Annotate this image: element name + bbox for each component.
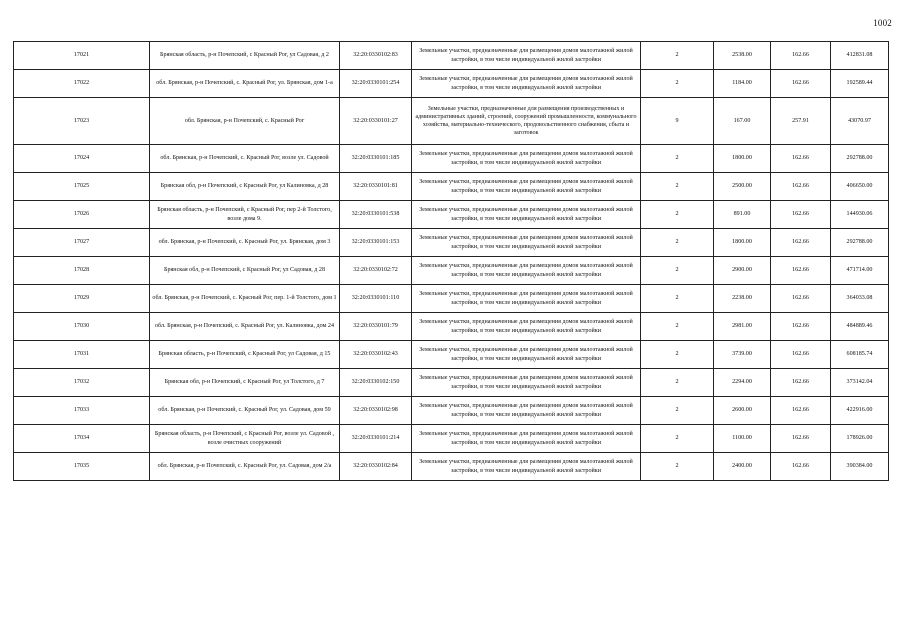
area-cell: 167.00 bbox=[714, 98, 771, 145]
group-cell: 2 bbox=[641, 173, 714, 201]
cadastral-value-cell: 364033.08 bbox=[831, 285, 889, 313]
row-number: 17035 bbox=[14, 453, 150, 481]
cadastral-value-cell: 178926.00 bbox=[831, 425, 889, 453]
address-cell: обл. Брянская, р-н Почепский, с. Красный Рог, ул. Брянская, дом 3 bbox=[150, 229, 340, 257]
group-cell: 2 bbox=[641, 425, 714, 453]
land-use-cell: Земельные участки, предназначенные для размещения домов малоэтажной жилой застройки, в том числе индивидуальной жилой застройки bbox=[412, 173, 641, 201]
row-number: 17032 bbox=[14, 369, 150, 397]
address-cell: обл. Брянская, р-н Почепский, с. Красный Рог, возле ул. Садовой bbox=[150, 145, 340, 173]
cadastral-value-cell: 406650.00 bbox=[831, 173, 889, 201]
address-cell: Брянская область, р-н Почепский, с Красный Рог, ул Садовая, д 2 bbox=[150, 42, 340, 70]
table-row bbox=[14, 453, 889, 481]
land-use-cell: Земельные участки, предназначенные для размещения домов малоэтажной жилой застройки, в том числе индивидуальной жилой застройки bbox=[412, 257, 641, 285]
address-cell: Брянская область, р-н Почепский, с Красный Рог, пер 2-й Толстого, возле дома 9. bbox=[150, 201, 340, 229]
cadastral-number-cell: 32:20:0330101:538 bbox=[340, 201, 412, 229]
specific-value-cell: 162.66 bbox=[771, 173, 831, 201]
group-cell: 2 bbox=[641, 341, 714, 369]
area-cell: 3739.00 bbox=[714, 341, 771, 369]
land-use-cell: Земельные участки, предназначенные для размещения домов малоэтажной жилой застройки, в том числе индивидуальной жилой застройки bbox=[412, 425, 641, 453]
specific-value-cell: 162.66 bbox=[771, 369, 831, 397]
table-row bbox=[14, 257, 889, 285]
land-use-cell: Земельные участки, предназначенные для размещения домов малоэтажной жилой застройки, в том числе индивидуальной жилой застройки bbox=[412, 285, 641, 313]
area-cell: 891.00 bbox=[714, 201, 771, 229]
row-number: 17029 bbox=[14, 285, 150, 313]
table-row bbox=[14, 229, 889, 257]
area-cell: 1800.00 bbox=[714, 145, 771, 173]
specific-value-cell: 162.66 bbox=[771, 453, 831, 481]
area-cell: 2981.00 bbox=[714, 313, 771, 341]
address-cell: Брянская обл, р-н Почепский, с Красный Рог, ул Садовая, д 28 bbox=[150, 257, 340, 285]
row-number: 17022 bbox=[14, 70, 150, 98]
address-cell: Брянская обл, р-н Почепский, с Красный Рог, ул Толстого, д 7 bbox=[150, 369, 340, 397]
table-row bbox=[14, 70, 889, 98]
specific-value-cell: 162.66 bbox=[771, 229, 831, 257]
cadastral-number-cell: 32:20:0330101:153 bbox=[340, 229, 412, 257]
area-cell: 2600.00 bbox=[714, 397, 771, 425]
group-cell: 2 bbox=[641, 201, 714, 229]
cadastral-number-cell: 32:20:0330102:98 bbox=[340, 397, 412, 425]
cadastral-value-cell: 422916.00 bbox=[831, 397, 889, 425]
cadastral-number-cell: 32:20:0330101:110 bbox=[340, 285, 412, 313]
address-cell: обл. Брянская, р-н Почепский, с. Красный Рог, ул. Калиновка, дом 24 bbox=[150, 313, 340, 341]
cadastral-value-cell: 373142.04 bbox=[831, 369, 889, 397]
specific-value-cell: 162.66 bbox=[771, 341, 831, 369]
address-cell: обл. Брянская, р-н Почепский, с. Красный Рог bbox=[150, 98, 340, 145]
area-cell: 1184.00 bbox=[714, 70, 771, 98]
table-row bbox=[14, 201, 889, 229]
land-use-cell: Земельные участки, предназначенные для размещения домов малоэтажной жилой застройки, в том числе индивидуальной жилой застройки bbox=[412, 145, 641, 173]
specific-value-cell: 162.66 bbox=[771, 257, 831, 285]
group-cell: 2 bbox=[641, 257, 714, 285]
specific-value-cell: 162.66 bbox=[771, 42, 831, 70]
table-row bbox=[14, 173, 889, 201]
row-number: 17025 bbox=[14, 173, 150, 201]
specific-value-cell: 162.66 bbox=[771, 425, 831, 453]
address-cell: обл. Брянская, р-н Почепский, с. Красный Рог, ул. Садовая, дом 59 bbox=[150, 397, 340, 425]
table-row bbox=[14, 341, 889, 369]
row-number: 17031 bbox=[14, 341, 150, 369]
specific-value-cell: 257.91 bbox=[771, 98, 831, 145]
cadastral-value-cell: 292788.00 bbox=[831, 145, 889, 173]
table-row bbox=[14, 98, 889, 145]
land-use-cell: Земельные участки, предназначенные для размещения домов малоэтажной жилой застройки, в том числе индивидуальной жилой застройки bbox=[412, 341, 641, 369]
cadastral-value-cell: 292788.00 bbox=[831, 229, 889, 257]
cadastral-value-cell: 412831.08 bbox=[831, 42, 889, 70]
specific-value-cell: 162.66 bbox=[771, 145, 831, 173]
specific-value-cell: 162.66 bbox=[771, 70, 831, 98]
group-cell: 2 bbox=[641, 229, 714, 257]
group-cell: 9 bbox=[641, 98, 714, 145]
table-row bbox=[14, 313, 889, 341]
group-cell: 2 bbox=[641, 145, 714, 173]
cadastral-value-cell: 484889.46 bbox=[831, 313, 889, 341]
specific-value-cell: 162.66 bbox=[771, 313, 831, 341]
address-cell: обл. Брянская, р-н Почепский, с. Красный Рог, пер. 1-й Толстого, дом 1 bbox=[150, 285, 340, 313]
cadastral-value-cell: 608185.74 bbox=[831, 341, 889, 369]
row-number: 17023 bbox=[14, 98, 150, 145]
cadastral-number-cell: 32:20:0330101:81 bbox=[340, 173, 412, 201]
area-cell: 2538.00 bbox=[714, 42, 771, 70]
group-cell: 2 bbox=[641, 313, 714, 341]
group-cell: 2 bbox=[641, 42, 714, 70]
group-cell: 2 bbox=[641, 70, 714, 98]
table-row bbox=[14, 397, 889, 425]
land-use-cell: Земельные участки, предназначенные для размещения домов малоэтажной жилой застройки, в том числе индивидуальной жилой застройки bbox=[412, 313, 641, 341]
cadastral-number-cell: 32:20:0330101:79 bbox=[340, 313, 412, 341]
address-cell: обл. Брянская, р-н Почепский, с. Красный Рог, ул. Брянская, дом 1-а bbox=[150, 70, 340, 98]
area-cell: 2900.00 bbox=[714, 257, 771, 285]
specific-value-cell: 162.66 bbox=[771, 285, 831, 313]
area-cell: 2294.00 bbox=[714, 369, 771, 397]
cadastral-value-cell: 43070.97 bbox=[831, 98, 889, 145]
row-number: 17024 bbox=[14, 145, 150, 173]
cadastral-number-cell: 32:20:0330101:27 bbox=[340, 98, 412, 145]
table-row bbox=[14, 42, 889, 70]
cadastral-number-cell: 32:20:0330102:72 bbox=[340, 257, 412, 285]
group-cell: 2 bbox=[641, 397, 714, 425]
land-use-cell: Земельные участки, предназначенные для размещения производственных и административных зданий, строений, сооружений промышленности, коммунального хозяйства, материально-технического, продовольственного снабжения, сбыта и заготовок bbox=[412, 98, 641, 145]
cadastral-value-cell: 390384.00 bbox=[831, 453, 889, 481]
table-row bbox=[14, 145, 889, 173]
cadastral-value-cell: 471714.00 bbox=[831, 257, 889, 285]
land-use-cell: Земельные участки, предназначенные для размещения домов малоэтажной жилой застройки, в том числе индивидуальной жилой застройки bbox=[412, 369, 641, 397]
land-use-cell: Земельные участки, предназначенные для размещения домов малоэтажной жилой застройки, в том числе индивидуальной жилой застройки bbox=[412, 229, 641, 257]
table-row bbox=[14, 369, 889, 397]
specific-value-cell: 162.66 bbox=[771, 397, 831, 425]
area-cell: 2500.00 bbox=[714, 173, 771, 201]
cadastral-number-cell: 32:20:0330101:214 bbox=[340, 425, 412, 453]
address-cell: Брянская обл, р-н Почепский, с Красный Рог, ул Калиновка, д 28 bbox=[150, 173, 340, 201]
land-use-cell: Земельные участки, предназначенные для размещения домов малоэтажной жилой застройки, в том числе индивидуальной жилой застройки bbox=[412, 42, 641, 70]
specific-value-cell: 162.66 bbox=[771, 201, 831, 229]
land-plots-table bbox=[13, 41, 889, 481]
land-use-cell: Земельные участки, предназначенные для размещения домов малоэтажной жилой застройки, в том числе индивидуальной жилой застройки bbox=[412, 201, 641, 229]
cadastral-number-cell: 32:20:0330102:84 bbox=[340, 453, 412, 481]
land-use-cell: Земельные участки, предназначенные для размещения домов малоэтажной жилой застройки, в том числе индивидуальной жилой застройки bbox=[412, 70, 641, 98]
row-number: 17030 bbox=[14, 313, 150, 341]
page-number: 1002 bbox=[873, 18, 892, 28]
area-cell: 2238.00 bbox=[714, 285, 771, 313]
row-number: 17027 bbox=[14, 229, 150, 257]
group-cell: 2 bbox=[641, 453, 714, 481]
group-cell: 2 bbox=[641, 369, 714, 397]
cadastral-value-cell: 192589.44 bbox=[831, 70, 889, 98]
area-cell: 2400.00 bbox=[714, 453, 771, 481]
cadastral-number-cell: 32:20:0330101:185 bbox=[340, 145, 412, 173]
row-number: 17021 bbox=[14, 42, 150, 70]
row-number: 17033 bbox=[14, 397, 150, 425]
land-use-cell: Земельные участки, предназначенные для размещения домов малоэтажной жилой застройки, в том числе индивидуальной жилой застройки bbox=[412, 397, 641, 425]
land-use-cell: Земельные участки, предназначенные для размещения домов малоэтажной жилой застройки, в том числе индивидуальной жилой застройки bbox=[412, 453, 641, 481]
cadastral-number-cell: 32:20:0330101:254 bbox=[340, 70, 412, 98]
cadastral-number-cell: 32:20:0330102:43 bbox=[340, 341, 412, 369]
group-cell: 2 bbox=[641, 285, 714, 313]
cadastral-number-cell: 32:20:0330102:83 bbox=[340, 42, 412, 70]
table-row bbox=[14, 285, 889, 313]
row-number: 17034 bbox=[14, 425, 150, 453]
cadastral-value-cell: 144930.06 bbox=[831, 201, 889, 229]
table-row bbox=[14, 425, 889, 453]
area-cell: 1100.00 bbox=[714, 425, 771, 453]
row-number: 17028 bbox=[14, 257, 150, 285]
address-cell: обл. Брянская, р-н Почепский, с. Красный Рог, ул. Садовая, дом 2/а bbox=[150, 453, 340, 481]
area-cell: 1800.00 bbox=[714, 229, 771, 257]
cadastral-number-cell: 32:20:0330102:150 bbox=[340, 369, 412, 397]
address-cell: Брянская область, р-н Почепский, с Красный Рог, возле ул. Садовой , возле очистных сооружений bbox=[150, 425, 340, 453]
address-cell: Брянская область, р-н Почепский, с Красный Рог, ул Садовая, д 15 bbox=[150, 341, 340, 369]
row-number: 17026 bbox=[14, 201, 150, 229]
